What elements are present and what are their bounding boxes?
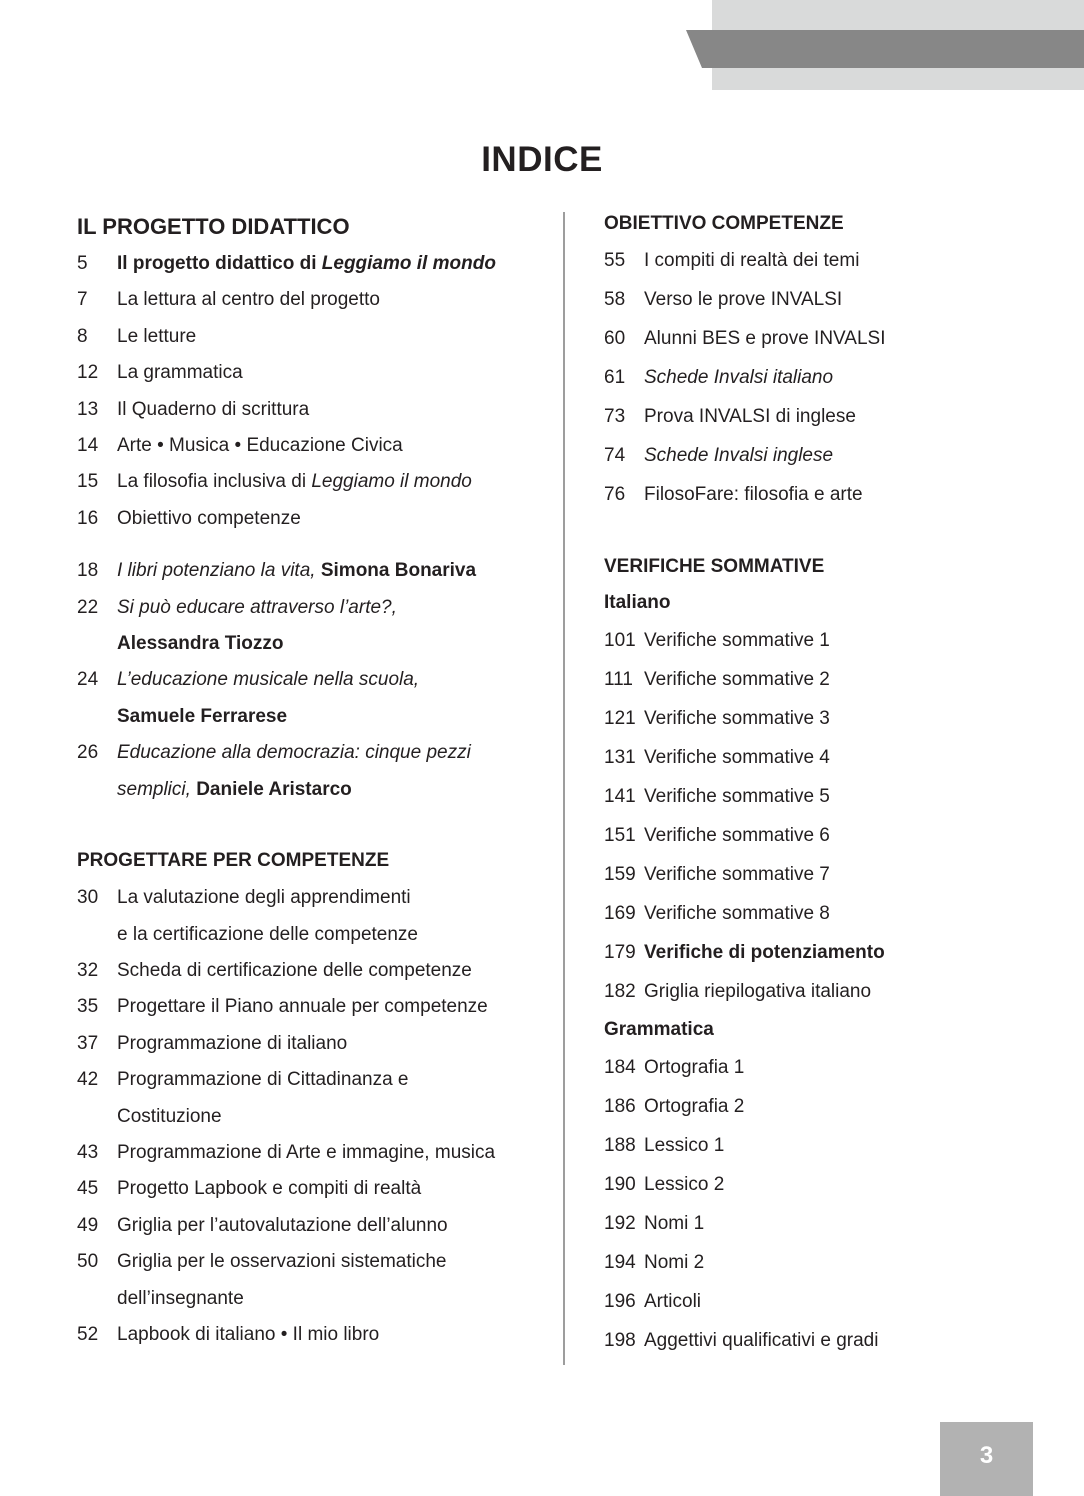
entry-title	[117, 282, 547, 318]
entry-text: Verifiche sommative 7	[644, 864, 830, 885]
toc-entry[interactable]	[77, 392, 547, 428]
toc-entry[interactable]	[604, 660, 1064, 699]
toc-entry[interactable]	[77, 355, 547, 391]
page-ref: 50	[77, 1251, 99, 1273]
entry-text: dell’insegnante	[117, 1287, 244, 1309]
entry-line	[644, 738, 1064, 777]
entry-line	[644, 855, 1064, 894]
entry-text: Arte • Musica • Educazione Civica	[117, 435, 403, 457]
entry-text: Lessico 2	[644, 1174, 725, 1195]
entry-title	[644, 1243, 1064, 1282]
entry-text: Scheda di certificazione delle competenze	[117, 959, 472, 981]
entry-title	[644, 436, 1064, 475]
page-ref: 5	[77, 253, 88, 274]
entry-line	[117, 699, 547, 735]
entry-title	[117, 662, 547, 735]
entry-title	[644, 1282, 1064, 1321]
entry-line	[117, 501, 547, 537]
toc-entry[interactable]	[77, 1062, 547, 1135]
entry-text: Progettare il Piano annuale per competenze	[117, 996, 488, 1018]
entry-text: Obiettivo competenze	[117, 507, 301, 529]
toc-entry[interactable]	[604, 894, 1064, 933]
entry-text: Programmazione di Arte e immagine, musica	[117, 1141, 496, 1163]
toc-entry[interactable]	[604, 855, 1064, 894]
entry-text: Nomi 1	[644, 1213, 705, 1234]
page-ref: 192	[604, 1213, 636, 1234]
entry-line	[117, 626, 547, 662]
page-ref: 24	[77, 669, 99, 691]
entry-line	[644, 699, 1064, 738]
entry-title	[644, 475, 1064, 514]
entry-title	[117, 1062, 547, 1135]
toc-group	[604, 584, 1064, 1011]
page-ref: 7	[77, 289, 88, 311]
entry-line	[117, 553, 547, 589]
toc-group	[77, 246, 547, 537]
entry-line	[117, 662, 547, 698]
entry-text: Samuele Ferrarese	[117, 705, 288, 727]
entry-title	[117, 1317, 547, 1353]
entry-text: Alunni BES e prove INVALSI	[644, 328, 886, 349]
entry-title	[644, 397, 1064, 436]
toc-entry[interactable]	[604, 241, 1064, 280]
entry-text: L’educazione musicale nella scuola,	[117, 669, 420, 691]
page-ref: 121	[604, 708, 636, 729]
entry-line	[117, 1099, 547, 1135]
entry-title	[117, 355, 547, 391]
page-ref: 35	[77, 996, 99, 1018]
entry-text: Alessandra Tiozzo	[117, 633, 284, 655]
entry-line	[644, 1048, 1064, 1087]
entry-text: semplici,	[117, 778, 197, 800]
entry-line	[644, 660, 1064, 699]
page-ref: 190	[604, 1174, 636, 1195]
entry-line	[117, 1317, 547, 1353]
page-ref: 32	[77, 959, 99, 981]
page-ref: 60	[604, 328, 626, 349]
entry-text: La valutazione degli apprendimenti	[117, 887, 411, 909]
toc-entry[interactable]	[77, 553, 547, 589]
page-ref: 49	[77, 1214, 99, 1236]
toc-entry[interactable]	[604, 1204, 1064, 1243]
entry-line	[117, 1135, 547, 1171]
entry-title	[117, 1026, 547, 1062]
entry-text: Lessico 1	[644, 1135, 725, 1156]
entry-text: La filosofia inclusiva di	[117, 471, 312, 493]
entry-line	[644, 972, 1064, 1011]
entry-text: Leggiamo il mondo	[311, 471, 472, 493]
entry-text: Schede Invalsi inglese	[644, 445, 834, 466]
toc-group	[604, 241, 1064, 514]
entry-title	[117, 735, 547, 808]
toc-entry[interactable]	[604, 1048, 1064, 1087]
entry-line	[117, 880, 547, 916]
entry-text: La grammatica	[117, 362, 243, 384]
toc-entry[interactable]	[77, 735, 547, 808]
toc-entry[interactable]	[604, 475, 1064, 514]
toc-entry[interactable]	[604, 1243, 1064, 1282]
page-ref: 15	[77, 471, 99, 493]
subsection-heading: Italiano	[604, 592, 671, 613]
entry-title	[644, 933, 1064, 972]
entry-line	[644, 397, 1064, 436]
page-ref: 13	[77, 398, 99, 420]
entry-text: Verifiche sommative 2	[644, 669, 830, 690]
entry-line	[117, 319, 547, 355]
page-ref: 30	[77, 887, 99, 909]
entry-text: Il progetto didattico di	[117, 253, 322, 274]
toc-entry[interactable]	[77, 662, 547, 735]
toc-entry[interactable]	[77, 1026, 547, 1062]
page-ref: 61	[604, 367, 626, 388]
toc-entry[interactable]	[77, 1135, 547, 1171]
section-heading: OBIETTIVO COMPETENZE	[604, 213, 844, 234]
entry-line	[644, 777, 1064, 816]
entry-title	[117, 1244, 547, 1317]
entry-title	[117, 1208, 547, 1244]
toc-left-column	[77, 210, 547, 1353]
entry-line	[644, 1126, 1064, 1165]
entry-text: La lettura al centro del progetto	[117, 289, 381, 311]
entry-line	[117, 246, 547, 282]
entry-title	[117, 1171, 547, 1207]
entry-line	[644, 280, 1064, 319]
entry-title	[644, 1165, 1064, 1204]
entry-line	[117, 282, 547, 318]
entry-text: Schede Invalsi italiano	[644, 367, 834, 388]
entry-title	[644, 777, 1064, 816]
entry-line	[644, 358, 1064, 397]
entry-title	[117, 553, 547, 589]
toc-entry[interactable]	[604, 777, 1064, 816]
entry-text: Nomi 2	[644, 1252, 705, 1273]
page-ref: 42	[77, 1069, 99, 1091]
toc-entry[interactable]	[604, 1165, 1064, 1204]
page-ref: 73	[604, 406, 626, 427]
entry-line	[117, 1208, 547, 1244]
entry-text: Educazione alla democrazia: cinque pezzi	[117, 742, 471, 764]
entry-text: Progetto Lapbook e compiti di realtà	[117, 1178, 422, 1200]
header-decoration-bar	[686, 30, 1084, 68]
toc-entry[interactable]	[604, 621, 1064, 660]
page-ref: 45	[77, 1178, 99, 1200]
toc-entry[interactable]	[604, 1282, 1064, 1321]
entry-text: Daniele Aristarco	[196, 778, 352, 800]
page-ref: 159	[604, 864, 636, 885]
entry-title	[117, 464, 547, 500]
page-ref: 194	[604, 1252, 636, 1273]
toc-entry[interactable]	[77, 1244, 547, 1317]
toc-entry[interactable]	[77, 590, 547, 663]
entry-title	[117, 501, 547, 537]
entry-title	[117, 953, 547, 989]
entry-text: Articoli	[644, 1291, 702, 1312]
page-ref: 8	[77, 325, 88, 347]
entry-text: Verifiche di potenziamento	[644, 942, 885, 963]
page-ref: 58	[604, 289, 626, 310]
entry-line	[117, 1171, 547, 1207]
toc-right-column	[604, 207, 1064, 1360]
entry-line	[644, 1243, 1064, 1282]
page-ref: 12	[77, 362, 99, 384]
entry-line	[644, 1165, 1064, 1204]
toc-entry[interactable]	[77, 1317, 547, 1353]
section-heading: IL PROGETTO DIDATTICO	[77, 214, 350, 239]
toc-entry[interactable]	[77, 246, 547, 282]
entry-text: Verifiche sommative 3	[644, 708, 830, 729]
toc-entry[interactable]	[77, 428, 547, 464]
page-ref: 188	[604, 1135, 636, 1156]
toc-group	[77, 880, 547, 1353]
page-ref: 43	[77, 1141, 99, 1163]
entry-line	[117, 917, 547, 953]
entry-text: Simona Bonariva	[320, 560, 477, 582]
page-ref: 184	[604, 1057, 636, 1078]
page-ref: 111	[604, 669, 633, 690]
page-ref: 169	[604, 903, 636, 924]
entry-text: e la certificazione delle competenze	[117, 923, 419, 945]
entry-line	[117, 989, 547, 1025]
toc-entry[interactable]	[77, 282, 547, 318]
entry-title	[644, 855, 1064, 894]
page-ref: 55	[604, 250, 626, 271]
page-ref: 179	[604, 942, 636, 963]
page-ref: 37	[77, 1032, 99, 1054]
entry-text: Verifiche sommative 1	[644, 630, 830, 651]
toc-entry[interactable]	[604, 699, 1064, 738]
toc-entry[interactable]	[604, 1321, 1064, 1360]
entry-text: Prova INVALSI di inglese	[644, 406, 856, 427]
page-ref: 131	[604, 747, 636, 768]
toc-entry[interactable]	[604, 738, 1064, 777]
page-ref: 14	[77, 435, 99, 457]
entry-line	[117, 428, 547, 464]
entry-text: Costituzione	[117, 1105, 222, 1127]
toc-entry[interactable]	[604, 436, 1064, 475]
entry-title	[644, 1321, 1064, 1360]
entry-line	[117, 1062, 547, 1098]
entry-title	[117, 1135, 547, 1171]
entry-line	[117, 464, 547, 500]
toc-entry[interactable]	[77, 880, 547, 953]
entry-line	[644, 894, 1064, 933]
entry-title	[644, 816, 1064, 855]
page-ref: 151	[604, 825, 636, 846]
entry-line	[117, 392, 547, 428]
entry-line	[117, 772, 547, 808]
entry-line	[644, 319, 1064, 358]
toc-entry[interactable]	[604, 397, 1064, 436]
entry-text: Lapbook di italiano • Il mio libro	[117, 1323, 380, 1345]
toc-entry[interactable]	[77, 953, 547, 989]
entry-text: Verifiche sommative 5	[644, 786, 830, 807]
entry-text: Ortografia 1	[644, 1057, 745, 1078]
entry-text: FilosoFare: filosofia e arte	[644, 484, 863, 505]
subsection-heading: Grammatica	[604, 1019, 714, 1040]
entry-title	[117, 590, 547, 663]
entry-title	[117, 880, 547, 953]
entry-text: Griglia per l’autovalutazione dell’alunno	[117, 1214, 448, 1236]
entry-line	[644, 816, 1064, 855]
entry-title	[644, 1048, 1064, 1087]
toc-entry[interactable]	[604, 972, 1064, 1011]
toc-entry[interactable]	[604, 280, 1064, 319]
page-ref: 18	[77, 560, 99, 582]
toc-entry[interactable]	[77, 1171, 547, 1207]
entry-line	[117, 1244, 547, 1280]
entry-line	[644, 621, 1064, 660]
entry-title	[644, 1126, 1064, 1165]
entry-title	[117, 428, 547, 464]
entry-line	[644, 933, 1064, 972]
toc-entry[interactable]	[604, 319, 1064, 358]
entry-line	[117, 735, 547, 771]
entry-title	[644, 358, 1064, 397]
entry-line	[644, 1087, 1064, 1126]
entry-title	[644, 319, 1064, 358]
page-ref: 198	[604, 1330, 636, 1351]
toc-group	[77, 553, 547, 808]
entry-text: Leggiamo il mondo	[321, 253, 496, 274]
page-ref: 22	[77, 596, 99, 618]
toc-group	[604, 1011, 1064, 1360]
entry-line	[644, 241, 1064, 280]
page-title: INDICE	[481, 140, 603, 179]
entry-text: Si può educare attraverso l’arte?,	[117, 596, 397, 618]
page-ref: 16	[77, 507, 99, 529]
entry-text: I libri potenziano la vita,	[117, 560, 321, 582]
entry-text: I compiti di realtà dei temi	[644, 250, 860, 271]
column-divider	[563, 212, 565, 1365]
entry-title	[117, 246, 547, 282]
toc-entry[interactable]	[604, 1126, 1064, 1165]
page-ref: 182	[604, 981, 636, 1002]
page-ref: 141	[604, 786, 636, 807]
toc-entry[interactable]	[604, 1087, 1064, 1126]
entry-text: Verifiche sommative 6	[644, 825, 830, 846]
entry-title	[644, 699, 1064, 738]
entry-title	[644, 1087, 1064, 1126]
entry-line	[117, 590, 547, 626]
section-heading: PROGETTARE PER COMPETENZE	[77, 850, 390, 872]
page-ref: 186	[604, 1096, 636, 1117]
entry-title	[644, 660, 1064, 699]
entry-text: Il Quaderno di scrittura	[117, 398, 310, 420]
page-ref: 52	[77, 1323, 99, 1345]
entry-title	[644, 241, 1064, 280]
entry-line	[644, 436, 1064, 475]
entry-title	[117, 319, 547, 355]
entry-text: Programmazione di Cittadinanza e	[117, 1069, 409, 1091]
entry-title	[644, 894, 1064, 933]
entry-line	[644, 1321, 1064, 1360]
entry-title	[644, 738, 1064, 777]
page-ref: 101	[604, 630, 636, 651]
toc-entry[interactable]	[77, 501, 547, 537]
entry-text: Verifiche sommative 4	[644, 747, 830, 768]
page-ref: 76	[604, 484, 626, 505]
page-ref: 74	[604, 445, 626, 466]
toc-entry[interactable]	[604, 358, 1064, 397]
entry-line	[644, 475, 1064, 514]
entry-line	[644, 1282, 1064, 1321]
page-number: 3	[940, 1422, 1033, 1496]
entry-text: Griglia riepilogativa italiano	[644, 981, 872, 1002]
entry-text: Aggettivi qualificativi e gradi	[644, 1330, 879, 1351]
toc-entry[interactable]	[77, 989, 547, 1025]
entry-text: Programmazione di italiano	[117, 1032, 348, 1054]
entry-text: Griglia per le osservazioni sistematiche	[117, 1251, 447, 1273]
toc-entry[interactable]	[77, 1208, 547, 1244]
entry-title	[644, 280, 1064, 319]
page-ref: 196	[604, 1291, 636, 1312]
entry-line	[117, 1026, 547, 1062]
toc-entry[interactable]	[77, 464, 547, 500]
entry-text: Verifiche sommative 8	[644, 903, 830, 924]
entry-text: Ortografia 2	[644, 1096, 745, 1117]
entry-title	[644, 1204, 1064, 1243]
entry-line	[117, 355, 547, 391]
entry-line	[117, 1281, 547, 1317]
entry-line	[117, 953, 547, 989]
section-heading: VERIFICHE SOMMATIVE	[604, 556, 825, 577]
entry-line	[644, 1204, 1064, 1243]
entry-title	[644, 972, 1064, 1011]
entry-title	[117, 392, 547, 428]
entry-title	[644, 621, 1064, 660]
entry-title	[117, 989, 547, 1025]
entry-text: Verso le prove INVALSI	[644, 289, 843, 310]
toc-entry[interactable]	[604, 816, 1064, 855]
toc-entry[interactable]	[604, 933, 1064, 972]
toc-entry[interactable]	[77, 319, 547, 355]
page-ref: 26	[77, 742, 99, 764]
entry-text: Le letture	[117, 325, 197, 347]
